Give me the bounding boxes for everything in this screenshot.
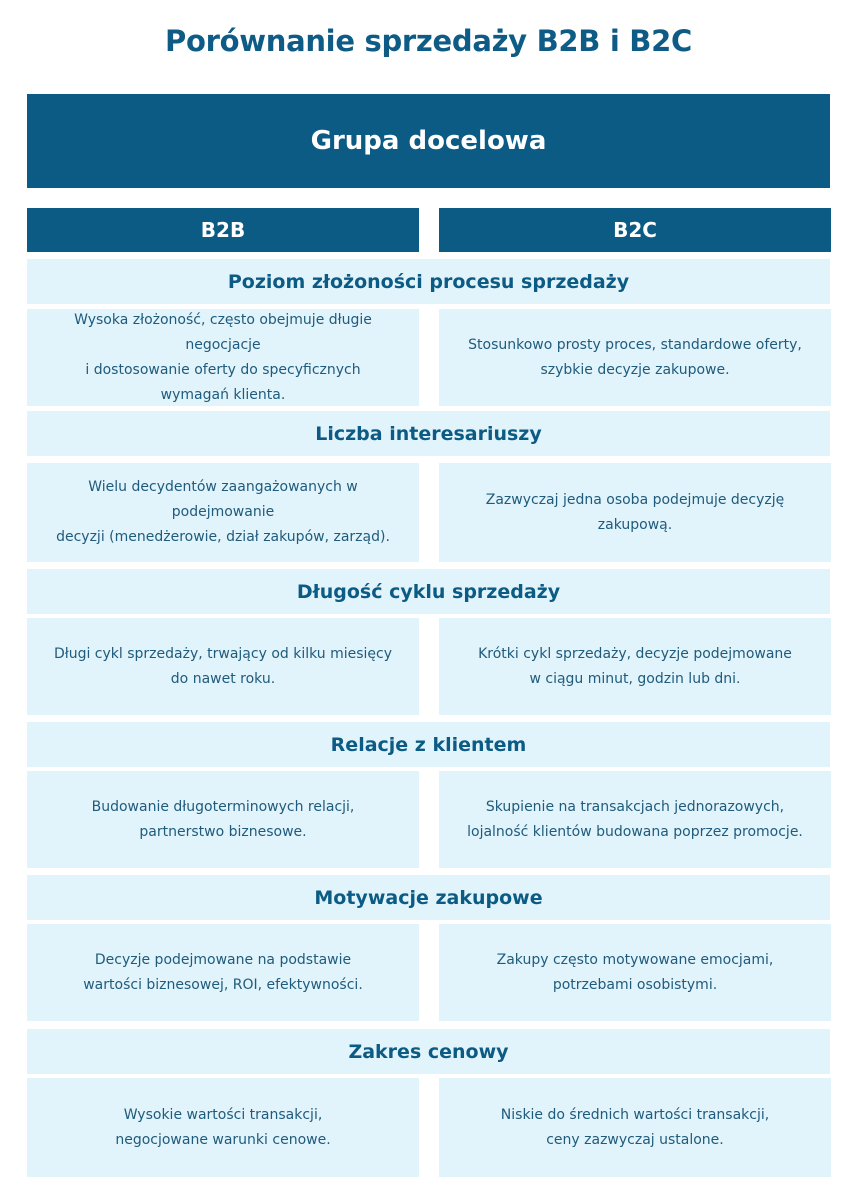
target-group-banner: Grupa docelowa (27, 94, 830, 188)
b2c-cell (439, 924, 831, 1021)
b2b-cell (27, 1078, 419, 1177)
section-heading: Motywacje zakupowe (27, 875, 830, 920)
b2b-text: Wysokie wartości transakcji, negocjowane warunki cenowe. (115, 1106, 331, 1148)
b2b-text: Wysoka złożoność, często obejmuje długie negocjacje i dostosowanie oferty do specyficznych wymagań klienta. (74, 311, 372, 403)
b2b-cell (27, 771, 419, 868)
b2b-cell (27, 618, 419, 715)
section-heading: Poziom złożoności procesu sprzedaży (27, 259, 830, 304)
b2b-cell (27, 924, 419, 1021)
b2c-cell (439, 618, 831, 715)
b2c-text: Skupienie na transakcjach jednorazowych, lojalność klientów budowana poprzez promocje. (467, 798, 803, 840)
b2b-text: Wielu decydentów zaangażowanych w podejmowanie decyzji (menedżerowie, dział zakupów, zarząd). (56, 479, 390, 545)
b2b-text: Decyzje podejmowane na podstawie wartości biznesowej, ROI, efektywności. (83, 951, 363, 993)
b2b-text: Długi cykl sprzedaży, trwający od kilku miesięcy do nawet roku. (53, 645, 393, 687)
column-header-b2c: B2C (439, 208, 831, 252)
b2c-cell (439, 1078, 831, 1177)
page-title: Porównanie sprzedaży B2B i B2C (165, 24, 692, 58)
b2b-cell (27, 309, 419, 406)
b2c-cell (439, 771, 831, 868)
b2c-text: Zazwyczaj jedna osoba podejmuje decyzję zakupową. (485, 491, 785, 533)
section-heading: Relacje z klientem (27, 722, 830, 767)
b2b-text: Budowanie długoterminowych relacji, partnerstwo biznesowe. (91, 798, 355, 840)
b2c-text: Stosunkowo prosty proces, standardowe oferty, szybkie decyzje zakupowe. (468, 336, 802, 378)
b2b-cell (27, 463, 419, 562)
section-heading: Zakres cenowy (27, 1029, 830, 1074)
b2c-cell (439, 463, 831, 562)
section-heading: Liczba interesariuszy (27, 411, 830, 456)
column-header-b2b: B2B (27, 208, 419, 252)
b2c-text: Zakupy często motywowane emocjami, potrzebami osobistymi. (496, 951, 774, 993)
b2c-text: Niskie do średnich wartości transakcji, ceny zazwyczaj ustalone. (500, 1106, 770, 1148)
b2c-cell (439, 309, 831, 406)
b2c-text: Krótki cykl sprzedaży, decyzje podejmowane w ciągu minut, godzin lub dni. (478, 645, 792, 687)
section-heading: Długość cyklu sprzedaży (27, 569, 830, 614)
